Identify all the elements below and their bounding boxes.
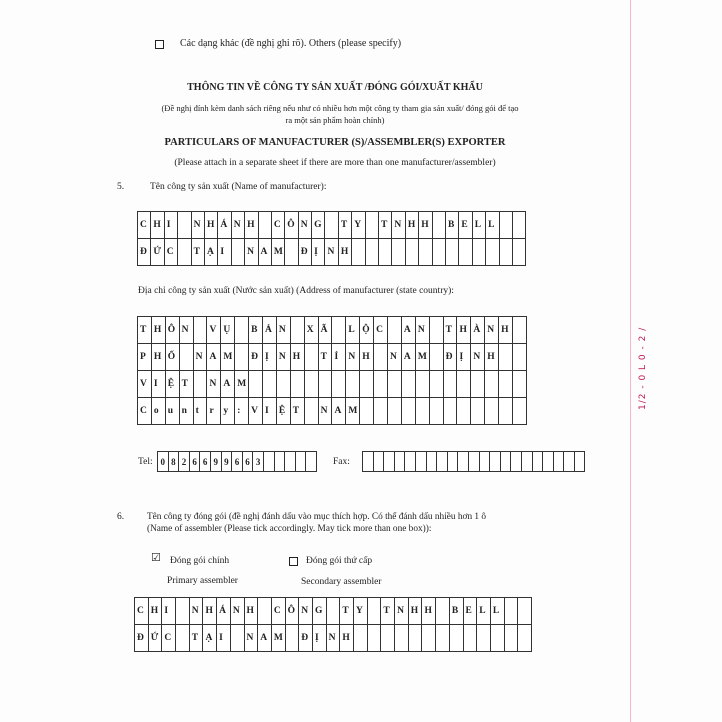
grid-cell[interactable] — [472, 238, 486, 266]
address-label: Địa chỉ công ty sản xuất (Nước sản xuất) (Address of manufacturer (state country): — [138, 286, 454, 296]
grid-cell[interactable] — [443, 370, 458, 398]
grid-cell[interactable] — [432, 238, 446, 266]
grid-cell[interactable]: N — [179, 316, 194, 344]
grid-cell[interactable]: I — [164, 211, 178, 239]
grid-cell[interactable] — [365, 211, 379, 239]
grid-row — [138, 317, 527, 344]
grid-cell[interactable] — [177, 211, 191, 239]
digit-cell[interactable]: 6 — [199, 451, 211, 472]
grid-cell[interactable]: A — [401, 343, 416, 371]
grid-cell[interactable]: T — [339, 597, 354, 625]
grid-row — [138, 212, 526, 239]
grid-cell[interactable] — [405, 238, 419, 266]
grid-cell[interactable]: N — [276, 316, 291, 344]
secondary-assembler-label-vi: Đóng gói thứ cấp — [306, 556, 373, 566]
grid-cell[interactable]: I — [262, 397, 277, 425]
grid-cell[interactable]: X — [304, 316, 319, 344]
grid-cell[interactable] — [435, 597, 450, 625]
grid-cell[interactable] — [326, 597, 341, 625]
grid-cell[interactable] — [498, 397, 513, 425]
grid-cell[interactable]: Ị — [312, 624, 327, 652]
grid-cell[interactable]: L — [345, 316, 360, 344]
grid-cell[interactable]: N — [244, 624, 259, 652]
grid-cell[interactable]: N — [318, 397, 333, 425]
grid-cell[interactable] — [373, 370, 388, 398]
grid-cell[interactable] — [304, 397, 319, 425]
tel-label: Tel: — [138, 457, 153, 467]
grid-cell[interactable]: T — [191, 238, 205, 266]
fax-field[interactable] — [363, 451, 585, 472]
grid-cell[interactable]: M — [271, 238, 285, 266]
grid-cell[interactable]: L — [472, 211, 486, 239]
q6-label-1: Tên công ty đóng gói (đề nghị đánh dấu vào mục thích hợp. Có thể đánh dấu nhiều hơn 1 ô — [147, 512, 487, 522]
grid-cell[interactable] — [304, 343, 319, 371]
grid-cell[interactable]: N — [326, 624, 341, 652]
grid-cell[interactable] — [365, 238, 379, 266]
grid-cell[interactable]: Ỉ — [331, 343, 346, 371]
digit-cell[interactable]: 6 — [242, 451, 254, 472]
grid-cell[interactable] — [435, 624, 450, 652]
grid-cell[interactable] — [470, 397, 485, 425]
digit-cell[interactable]: 3 — [252, 451, 264, 472]
grid-cell[interactable] — [290, 316, 305, 344]
grid-cell[interactable] — [367, 597, 382, 625]
grid-cell[interactable]: Á — [217, 211, 231, 239]
grid-cell[interactable]: N — [191, 211, 205, 239]
grid-cell[interactable] — [285, 624, 300, 652]
grid-cell[interactable] — [391, 238, 405, 266]
grid-cell[interactable]: H — [151, 343, 166, 371]
grid-cell[interactable]: A — [258, 238, 272, 266]
grid-cell[interactable] — [276, 370, 291, 398]
grid-cell[interactable] — [373, 343, 388, 371]
grid-cell[interactable] — [290, 370, 305, 398]
grid-cell[interactable]: L — [485, 211, 499, 239]
grid-cell[interactable]: Đ — [298, 624, 313, 652]
grid-cell[interactable]: H — [244, 211, 258, 239]
grid-cell[interactable] — [230, 624, 245, 652]
grid-cell[interactable] — [378, 238, 392, 266]
grid-cell[interactable]: N — [484, 316, 499, 344]
grid-cell[interactable]: Ị — [262, 343, 277, 371]
others-checkbox[interactable] — [155, 40, 164, 49]
margin-annotation: 1/2 - 0 L 0 - 2 / — [638, 326, 648, 410]
grid-cell[interactable]: Đ — [134, 624, 149, 652]
grid-cell[interactable] — [421, 624, 436, 652]
grid-cell[interactable]: Ô — [285, 597, 300, 625]
grid-cell[interactable]: N — [189, 597, 204, 625]
grid-cell[interactable]: T — [318, 343, 333, 371]
grid-cell[interactable]: T — [179, 370, 194, 398]
grid-cell[interactable]: H — [421, 597, 436, 625]
grid-cell[interactable]: H — [484, 343, 499, 371]
grid-cell[interactable]: C — [161, 624, 176, 652]
grid-row — [135, 598, 532, 625]
grid-cell[interactable]: t — [193, 397, 208, 425]
grid-cell[interactable] — [456, 397, 471, 425]
grid-cell[interactable]: M — [220, 343, 235, 371]
grid-cell[interactable]: N — [298, 211, 312, 239]
grid-cell[interactable] — [380, 624, 395, 652]
grid-cell[interactable]: A — [401, 316, 416, 344]
grid-cell[interactable]: C — [271, 211, 285, 239]
grid-cell[interactable] — [504, 624, 519, 652]
grid-cell[interactable]: N — [394, 597, 409, 625]
grid-cell[interactable] — [394, 624, 409, 652]
grid-cell[interactable]: Ạ — [204, 238, 218, 266]
grid-cell[interactable] — [449, 624, 464, 652]
grid-cell[interactable]: N — [206, 370, 221, 398]
grid-cell[interactable]: H — [359, 343, 374, 371]
grid-cell[interactable]: A — [220, 370, 235, 398]
grid-cell[interactable] — [387, 397, 402, 425]
grid-cell[interactable] — [318, 370, 333, 398]
grid-cell[interactable]: H — [418, 211, 432, 239]
grid-cell[interactable] — [415, 397, 430, 425]
grid-cell[interactable]: B — [445, 211, 459, 239]
grid-cell[interactable] — [432, 211, 446, 239]
grid-cell[interactable] — [177, 238, 191, 266]
grid-cell[interactable]: I — [161, 597, 176, 625]
grid-row — [138, 344, 527, 371]
grid-cell[interactable]: B — [248, 316, 263, 344]
grid-cell[interactable]: N — [193, 343, 208, 371]
grid-cell[interactable]: A — [331, 397, 346, 425]
grid-cell[interactable]: T — [443, 316, 458, 344]
grid-cell[interactable]: M — [345, 397, 360, 425]
grid-cell[interactable] — [498, 343, 513, 371]
grid-cell[interactable] — [512, 343, 527, 371]
grid-cell[interactable]: Ô — [165, 316, 180, 344]
grid-cell[interactable]: H — [150, 211, 164, 239]
grid-cell[interactable]: Ộ — [359, 316, 374, 344]
grid-cell[interactable]: N — [387, 343, 402, 371]
grid-cell[interactable] — [463, 624, 478, 652]
grid-cell[interactable] — [484, 370, 499, 398]
section-note-vi-1: (Đề nghị đính kèm danh sách riêng nếu như có nhiều hơn một công ty tham gia sản xuất/ đóng gói để tạo — [161, 103, 519, 113]
grid-cell[interactable]: : — [234, 397, 249, 425]
grid-cell[interactable]: E — [458, 211, 472, 239]
grid-cell[interactable]: Ệ — [165, 370, 180, 398]
grid-cell[interactable]: N — [298, 597, 313, 625]
digit-cell[interactable]: 9 — [210, 451, 222, 472]
grid-cell[interactable]: y — [220, 397, 235, 425]
grid-cell[interactable]: I — [151, 370, 166, 398]
grid-cell[interactable]: C — [164, 238, 178, 266]
grid-cell[interactable] — [429, 316, 444, 344]
section-note-vi-2: ra một sản phẩm hoàn chỉnh) — [285, 115, 385, 125]
grid-cell[interactable]: Ả — [262, 316, 277, 344]
q5-number: 5. — [117, 182, 125, 192]
grid-cell[interactable] — [415, 370, 430, 398]
digit-cell[interactable] — [574, 451, 586, 472]
grid-cell[interactable]: o — [151, 397, 166, 425]
grid-cell[interactable] — [387, 316, 402, 344]
grid-cell[interactable] — [234, 316, 249, 344]
grid-cell[interactable] — [234, 343, 249, 371]
grid-cell[interactable] — [512, 397, 527, 425]
grid-cell[interactable] — [517, 624, 532, 652]
grid-cell[interactable]: M — [415, 343, 430, 371]
grid-cell[interactable]: H — [338, 238, 352, 266]
grid-cell[interactable]: Ị — [456, 343, 471, 371]
grid-cell[interactable] — [193, 370, 208, 398]
grid-cell[interactable]: H — [339, 624, 354, 652]
section-title-vi: THÔNG TIN VỀ CÔNG TY SẢN XUẤT /ĐÓNG GÓI/XUẤT KHẨU — [187, 82, 483, 93]
grid-cell[interactable]: C — [134, 597, 149, 625]
grid-cell[interactable]: n — [179, 397, 194, 425]
grid-cell[interactable]: Đ — [137, 238, 151, 266]
digit-cell[interactable]: 2 — [178, 451, 190, 472]
primary-assembler-label-en: Primary assembler — [167, 576, 238, 586]
grid-cell[interactable]: Ụ — [220, 316, 235, 344]
grid-cell[interactable]: G — [311, 211, 325, 239]
q6-number: 6. — [117, 512, 125, 522]
grid-cell[interactable]: N — [231, 211, 245, 239]
primary-assembler-checkbox[interactable]: ☑ — [151, 552, 161, 564]
grid-cell[interactable] — [499, 211, 513, 239]
grid-cell[interactable] — [517, 597, 532, 625]
grid-cell[interactable]: T — [338, 211, 352, 239]
grid-cell[interactable] — [175, 624, 190, 652]
grid-cell[interactable]: Ệ — [276, 397, 291, 425]
grid-cell[interactable]: V — [137, 370, 152, 398]
section-title-en: PARTICULARS OF MANUFACTURER (S)/ASSEMBLER(S) EXPORTER — [164, 137, 506, 148]
grid-cell[interactable]: H — [204, 211, 218, 239]
grid-cell[interactable] — [257, 597, 272, 625]
digit-cell[interactable]: 9 — [221, 451, 233, 472]
grid-cell[interactable]: T — [137, 316, 152, 344]
grid-cell[interactable]: Y — [351, 211, 365, 239]
grid-cell[interactable]: Ạ — [202, 624, 217, 652]
grid-cell[interactable]: Á — [216, 597, 231, 625]
grid-cell[interactable] — [408, 624, 423, 652]
digit-cell[interactable] — [305, 451, 317, 472]
grid-cell[interactable]: H — [202, 597, 217, 625]
fax-label: Fax: — [333, 457, 350, 467]
grid-cell[interactable] — [345, 370, 360, 398]
grid-cell[interactable] — [359, 397, 374, 425]
grid-cell[interactable]: V — [206, 316, 221, 344]
grid-row — [138, 239, 526, 266]
grid-cell[interactable] — [484, 397, 499, 425]
grid-cell[interactable] — [353, 624, 368, 652]
grid-cell[interactable] — [331, 370, 346, 398]
grid-cell[interactable] — [429, 343, 444, 371]
grid-cell[interactable]: T — [189, 624, 204, 652]
grid-cell[interactable] — [193, 316, 208, 344]
grid-cell[interactable] — [512, 211, 526, 239]
grid-cell[interactable] — [470, 370, 485, 398]
digit-cell[interactable]: 6 — [231, 451, 243, 472]
grid-cell[interactable] — [458, 238, 472, 266]
grid-cell[interactable]: L — [476, 597, 491, 625]
grid-cell[interactable]: M — [271, 624, 286, 652]
grid-cell[interactable]: Đ — [443, 343, 458, 371]
grid-cell[interactable]: N — [276, 343, 291, 371]
grid-cell[interactable] — [304, 370, 319, 398]
grid-cell[interactable] — [373, 397, 388, 425]
grid-cell[interactable] — [512, 238, 526, 266]
grid-cell[interactable]: C — [137, 211, 151, 239]
grid-cell[interactable]: B — [449, 597, 464, 625]
grid-cell[interactable] — [284, 238, 298, 266]
digit-cell[interactable]: 6 — [189, 451, 201, 472]
grid-cell[interactable]: N — [345, 343, 360, 371]
grid-cell[interactable]: Ã — [318, 316, 333, 344]
grid-cell[interactable]: H — [151, 316, 166, 344]
grid-cell[interactable]: Ứ — [150, 238, 164, 266]
grid-cell[interactable] — [490, 624, 505, 652]
margin-line — [630, 0, 631, 722]
grid-cell[interactable]: T — [290, 397, 305, 425]
digit-cell[interactable]: 0 — [157, 451, 169, 472]
grid-cell[interactable]: I — [216, 624, 231, 652]
grid-cell[interactable]: N — [470, 343, 485, 371]
grid-cell[interactable]: H — [244, 597, 259, 625]
grid-cell[interactable]: G — [312, 597, 327, 625]
grid-cell[interactable]: L — [490, 597, 505, 625]
grid-cell[interactable]: H — [148, 597, 163, 625]
grid-cell[interactable]: M — [234, 370, 249, 398]
grid-cell[interactable] — [258, 211, 272, 239]
section-note-en: (Please attach in a separate sheet if there are more than one manufacturer/assembler) — [174, 158, 496, 168]
primary-assembler-label-vi: Đóng gói chính — [170, 556, 230, 566]
grid-cell[interactable] — [367, 624, 382, 652]
secondary-assembler-checkbox[interactable] — [289, 557, 298, 566]
grid-cell[interactable]: A — [257, 624, 272, 652]
grid-cell[interactable]: T — [378, 211, 392, 239]
grid-cell[interactable] — [387, 370, 402, 398]
grid-cell[interactable] — [504, 597, 519, 625]
grid-cell[interactable] — [512, 316, 527, 344]
grid-cell[interactable] — [248, 370, 263, 398]
grid-cell[interactable] — [262, 370, 277, 398]
grid-cell[interactable]: Đ — [248, 343, 263, 371]
grid-cell[interactable] — [499, 238, 513, 266]
grid-cell[interactable]: Đ — [298, 238, 312, 266]
grid-cell[interactable] — [429, 397, 444, 425]
grid-cell[interactable]: r — [206, 397, 221, 425]
secondary-assembler-label-en: Secondary assembler — [301, 577, 382, 587]
grid-cell[interactable]: Ô — [284, 211, 298, 239]
grid-cell[interactable] — [179, 343, 194, 371]
grid-cell[interactable] — [324, 211, 338, 239]
grid-cell[interactable] — [401, 370, 416, 398]
grid-cell[interactable]: N — [230, 597, 245, 625]
grid-cell[interactable]: u — [165, 397, 180, 425]
tel-field[interactable] — [158, 451, 317, 472]
grid-cell[interactable] — [512, 370, 527, 398]
grid-cell[interactable]: N — [244, 238, 258, 266]
grid-cell[interactable] — [476, 624, 491, 652]
grid-row — [138, 398, 527, 425]
grid-cell[interactable] — [418, 238, 432, 266]
grid-cell[interactable] — [359, 370, 374, 398]
grid-cell[interactable]: Ứ — [148, 624, 163, 652]
grid-cell[interactable]: C — [137, 397, 152, 425]
grid-cell[interactable]: Y — [353, 597, 368, 625]
grid-cell[interactable] — [351, 238, 365, 266]
grid-cell[interactable]: E — [463, 597, 478, 625]
grid-cell[interactable] — [485, 238, 499, 266]
grid-cell[interactable] — [445, 238, 459, 266]
digit-cell[interactable]: 8 — [168, 451, 180, 472]
grid-cell[interactable]: N — [391, 211, 405, 239]
grid-cell[interactable] — [331, 316, 346, 344]
grid-cell[interactable] — [231, 238, 245, 266]
grid-cell[interactable]: Ố — [165, 343, 180, 371]
others-label: Các dạng khác (đề nghị ghi rõ). Others (please specify) — [180, 38, 402, 49]
grid-cell[interactable]: H — [408, 597, 423, 625]
grid-cell[interactable]: C — [373, 316, 388, 344]
grid-cell[interactable]: I — [217, 238, 231, 266]
grid-cell[interactable] — [443, 397, 458, 425]
grid-cell[interactable]: À — [470, 316, 485, 344]
grid-cell[interactable] — [456, 370, 471, 398]
grid-cell[interactable]: T — [380, 597, 395, 625]
q5-label: Tên công ty sản xuất (Name of manufacturer): — [150, 182, 327, 192]
grid-cell[interactable]: N — [415, 316, 430, 344]
grid-cell[interactable]: Ị — [311, 238, 325, 266]
q6-label-2: (Name of assembler (Please tick accordingly. May tick more than one box)): — [147, 524, 432, 534]
grid-row — [135, 625, 532, 652]
grid-cell[interactable]: H — [290, 343, 305, 371]
grid-cell[interactable]: H — [456, 316, 471, 344]
grid-cell[interactable] — [175, 597, 190, 625]
grid-cell[interactable]: H — [498, 316, 513, 344]
grid-cell[interactable]: H — [405, 211, 419, 239]
grid-cell[interactable]: P — [137, 343, 152, 371]
grid-cell[interactable]: N — [324, 238, 338, 266]
grid-cell[interactable]: C — [271, 597, 286, 625]
grid-cell[interactable]: V — [248, 397, 263, 425]
grid-cell[interactable]: A — [206, 343, 221, 371]
grid-cell[interactable] — [429, 370, 444, 398]
grid-cell[interactable] — [498, 370, 513, 398]
grid-cell[interactable] — [401, 397, 416, 425]
grid-row — [138, 371, 527, 398]
